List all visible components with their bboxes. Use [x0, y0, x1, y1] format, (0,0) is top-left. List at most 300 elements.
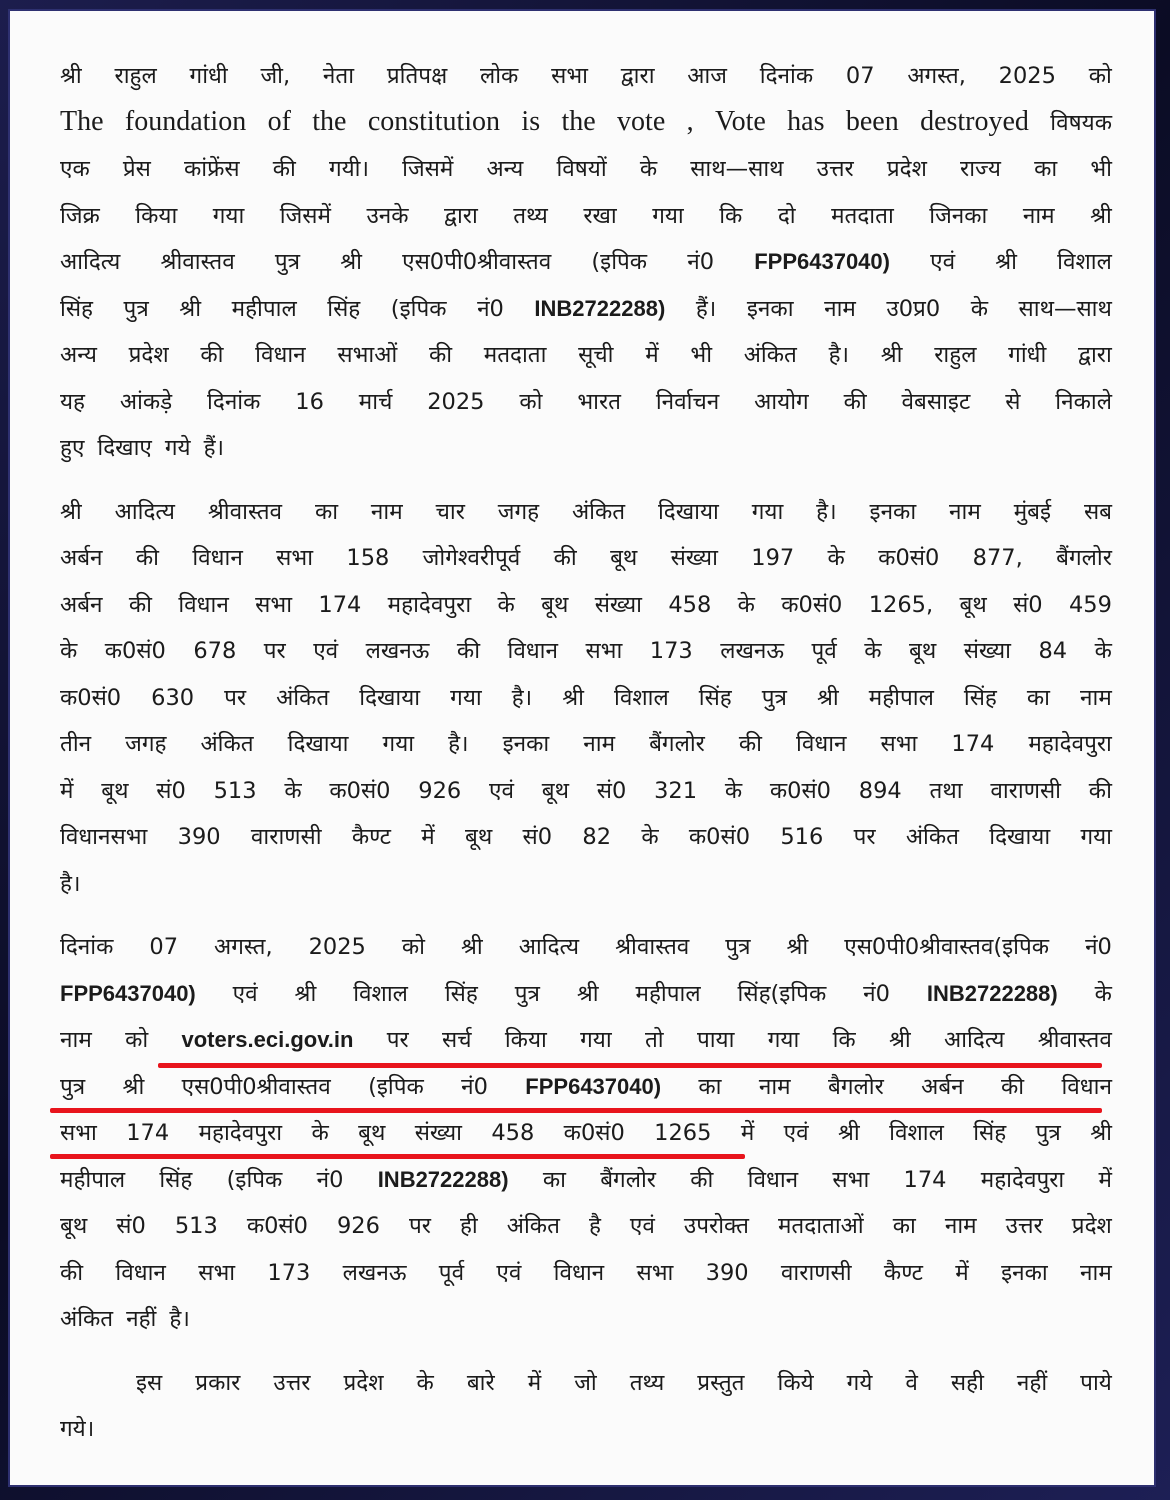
word: श्री [122, 1073, 145, 1100]
word: द्वारा [444, 202, 478, 229]
word: पाया [696, 1027, 735, 1053]
word: किया [135, 202, 178, 229]
word: सं0 [1013, 591, 1043, 618]
red-underline-2 [50, 1108, 1102, 1113]
word: एवं [313, 638, 339, 664]
word: सिंह [444, 980, 478, 1007]
word: एवं [930, 249, 956, 275]
word: का [698, 1073, 722, 1100]
word: तो [644, 1027, 664, 1053]
word: 158 [346, 545, 390, 571]
word: श्रीवास्तव [207, 498, 283, 525]
text-line [60, 385, 1112, 432]
word: में [1098, 1166, 1112, 1193]
word: पुत्र [514, 980, 540, 1007]
word: एस0पी0श्रीवास्तव(इपिक [844, 934, 1050, 960]
word: सर्च [442, 1027, 472, 1053]
word: के [639, 156, 658, 182]
word: साथ—साथ [690, 156, 784, 182]
word: 174 [126, 1120, 170, 1146]
text-line [60, 930, 1112, 977]
word: (इपिक [390, 295, 447, 322]
word: पूर्व [438, 1259, 465, 1286]
word: नहीं [1016, 1369, 1048, 1396]
word: क0सं0 [329, 777, 391, 804]
word: INB2722288) [534, 295, 666, 321]
word: महादेवपुरा [1028, 731, 1112, 757]
word: 07 [149, 934, 179, 960]
word: मतदाताओं [777, 1213, 864, 1239]
word: महादेवपुरा [387, 591, 472, 618]
word: विधान [192, 545, 243, 571]
word: सं0 [116, 1213, 146, 1239]
word: श्री [816, 684, 839, 711]
word: को [519, 388, 543, 415]
word: की [428, 342, 453, 368]
word: नं0 [477, 295, 504, 322]
word: विधान [178, 591, 229, 618]
word: बूथ [465, 824, 493, 850]
word: FPP6437040) [525, 1073, 662, 1099]
word: constitution [367, 105, 501, 137]
word: श्री [179, 295, 202, 322]
word: ही [459, 1213, 478, 1239]
word: इनका [869, 498, 917, 525]
word: प्रस्तुत [697, 1369, 745, 1396]
word: अंकित [905, 824, 959, 850]
word: 458 [491, 1120, 535, 1146]
word: बैंगलोर [649, 731, 705, 757]
word: पुत्र [761, 684, 787, 711]
word: सिंह [60, 295, 93, 322]
word: जिसमें [279, 202, 331, 229]
paragraph-4 [60, 1366, 1112, 1459]
word: तथ्य [629, 1369, 665, 1396]
text-line [60, 681, 1112, 728]
word: के [416, 1369, 434, 1396]
word: जी, [260, 63, 291, 89]
word: 630 [151, 684, 195, 711]
word: गया [767, 1027, 800, 1053]
word: 84 [1038, 638, 1068, 664]
word: कैण्ट [883, 1259, 923, 1286]
word: राहुल [114, 63, 157, 89]
word: संख्या [963, 638, 1011, 664]
word: 321 [654, 777, 698, 804]
word: वाराणसी [250, 824, 322, 850]
word: FPP6437040) [60, 980, 196, 1006]
word: सभा [198, 1259, 236, 1286]
word: श्रीवास्तव [160, 249, 235, 275]
word: नाम [1022, 202, 1055, 229]
word: 459 [1068, 591, 1112, 618]
word: नं0 [461, 1073, 488, 1100]
word: दो [777, 202, 796, 229]
word: श्रीवास्तव [1037, 1027, 1112, 1053]
word: की [200, 342, 224, 368]
word: महीपाल [635, 980, 701, 1007]
word: बूथ [909, 638, 937, 664]
word: सिंह(इपिक [737, 980, 827, 1007]
word: (इपिक [591, 249, 648, 275]
word: क0सं0 [60, 684, 122, 711]
word: सिंह [159, 1166, 193, 1193]
word: महीपाल [868, 684, 934, 711]
word: दिखाए [97, 435, 152, 461]
word: क0सं0 [769, 777, 831, 804]
word: लोक [479, 63, 519, 89]
word: पर [853, 824, 876, 850]
word: श्री [837, 1120, 860, 1146]
word: की [1001, 1073, 1025, 1100]
word: सूची [578, 342, 614, 368]
word: नं0 [316, 1166, 344, 1193]
word: के [60, 638, 78, 664]
word: प्रकार [195, 1369, 241, 1396]
word: अंकित [200, 731, 254, 757]
word: पुत्र [60, 1073, 86, 1100]
document-body [60, 59, 1112, 1459]
word: नं0 [1085, 934, 1112, 960]
word: लखनऊ [720, 638, 785, 664]
word: आंकड़े [119, 388, 173, 415]
word: एवं [489, 777, 514, 804]
word: 1265 [654, 1120, 712, 1146]
word: में [740, 1120, 755, 1146]
word: विशाल [1057, 249, 1112, 275]
word: है। [828, 342, 850, 368]
paragraph-1 [60, 59, 1112, 478]
word: नाम [824, 295, 856, 322]
word: की [553, 545, 577, 571]
word: नं0 [863, 980, 890, 1007]
word: श्री [1090, 1120, 1112, 1146]
word: प्रतिपक्ष [386, 63, 448, 89]
word: नाम [1080, 1259, 1112, 1286]
text-line [60, 152, 1112, 199]
word: प्रदेश [128, 342, 169, 368]
word: के [737, 591, 755, 618]
text-line [60, 106, 1112, 153]
word: विशाल [889, 1120, 944, 1146]
word: सभा [255, 591, 293, 618]
word: दिनांक [759, 63, 814, 89]
text-line [60, 1163, 1112, 1210]
word: 82 [582, 824, 612, 850]
word: का [892, 1213, 916, 1239]
word: के [724, 777, 743, 804]
word: का [1026, 684, 1050, 711]
word: श्री [60, 498, 82, 525]
word: एवं [783, 1120, 809, 1146]
word: जगह [125, 731, 167, 757]
word: गये [164, 435, 191, 461]
word: तथ्य [513, 202, 548, 229]
word: एवं [629, 1213, 655, 1239]
word: के [970, 295, 988, 322]
word: दिखाया [989, 824, 1051, 850]
text-line [60, 1209, 1112, 1256]
word: सब [1083, 498, 1112, 525]
word: है [588, 1213, 601, 1239]
word: बूथ [541, 777, 569, 804]
text-line [60, 199, 1112, 246]
word: is [521, 105, 541, 137]
word: अर्बन [60, 545, 103, 571]
word: से [1005, 388, 1021, 415]
text-line [60, 541, 1112, 588]
word: संख्या [670, 545, 718, 571]
word: के [1094, 980, 1112, 1007]
word: श्री [576, 980, 599, 1007]
word: सं0 [522, 824, 553, 850]
text-line [60, 634, 1112, 681]
word: एवं [496, 1259, 522, 1286]
word: वाराणसी [990, 777, 1062, 804]
word: एस0पी0श्रीवास्तव [402, 249, 552, 275]
word: को [125, 1027, 149, 1053]
word: गया [212, 202, 245, 229]
word: पर [386, 1027, 409, 1053]
word: में [60, 777, 74, 804]
text-line [60, 338, 1112, 385]
word: राहुल [934, 342, 977, 368]
word: के [497, 591, 515, 618]
word: श्री [340, 249, 362, 275]
word: को [1088, 63, 1112, 89]
word: का [542, 1166, 566, 1193]
text-line [60, 1256, 1112, 1303]
word: अर्बन [921, 1073, 964, 1100]
text-line [60, 727, 1112, 774]
text-line [60, 977, 1112, 1024]
word: Vote [714, 105, 766, 137]
word: है। [169, 1306, 190, 1332]
word: के [827, 545, 845, 571]
word: नाम [1080, 684, 1112, 711]
word: कैण्ट [351, 824, 391, 850]
word: के [641, 824, 659, 850]
word: में [645, 342, 659, 368]
word: का [314, 498, 339, 525]
word: बूथ [959, 591, 987, 618]
word: बूथ [101, 777, 129, 804]
word: उत्तर [1005, 1213, 1043, 1239]
word: has [787, 105, 825, 137]
word: गया [382, 731, 415, 757]
word: नं0 [687, 249, 715, 275]
word: the [561, 105, 596, 137]
word: 458 [668, 591, 712, 618]
word: प्रेस [122, 156, 151, 182]
word: हुए [60, 435, 85, 461]
word: विशाल [614, 684, 669, 711]
word: of [267, 105, 291, 137]
word: 516 [780, 824, 824, 850]
word: श्री [786, 934, 809, 960]
word: अंकित [506, 1213, 560, 1239]
word: निर्वाचन [655, 388, 720, 415]
word: विषयों [556, 156, 607, 182]
word: क0सं0 [878, 545, 940, 571]
word: श्री [1090, 202, 1112, 229]
word: सभा [60, 1120, 97, 1146]
word: महीपाल [231, 295, 297, 322]
word: 877, [972, 545, 1023, 571]
word: विधान [255, 342, 306, 368]
word: पर [408, 1213, 431, 1239]
word: मतदाता [831, 202, 894, 229]
word: विधान [1061, 1073, 1112, 1100]
word: आयोग [754, 388, 809, 415]
word: अंकित [276, 684, 330, 711]
word: का [1034, 156, 1058, 182]
word: क0सं0 [246, 1213, 308, 1239]
word: गांधी [1008, 342, 1047, 368]
word: प्रदेश [886, 156, 927, 182]
word: संख्या [594, 591, 642, 618]
document-page [10, 11, 1154, 1485]
text-line [60, 867, 1112, 914]
word: क0सं0 [563, 1120, 625, 1146]
word: बूथ [358, 1120, 386, 1146]
word: के [1094, 638, 1112, 664]
word: (इपिक [368, 1073, 424, 1100]
word: तथा [929, 777, 963, 804]
paragraph-gap [60, 478, 1112, 495]
word: पाये [1080, 1369, 1112, 1396]
word: की [128, 591, 152, 618]
word: में [955, 1259, 969, 1286]
word: की [60, 1259, 84, 1286]
word: सिंह [698, 684, 732, 711]
word: इनका [1001, 1259, 1048, 1286]
word: भी [690, 342, 713, 368]
word: नाम [949, 498, 981, 525]
word: निकाले [1055, 388, 1112, 415]
word: की [1088, 777, 1112, 804]
red-underline-1 [158, 1063, 1102, 1068]
word: 390 [705, 1259, 749, 1286]
word: नाम [370, 498, 403, 525]
word: महीपाल [60, 1166, 126, 1193]
word: उत्तर [273, 1369, 311, 1396]
word: गया [450, 684, 482, 711]
text-line [60, 774, 1112, 821]
word: आज [687, 63, 727, 89]
word: 16 [295, 388, 324, 415]
word: राज्य [960, 156, 1001, 182]
word: किये [777, 1369, 814, 1396]
text-line [60, 431, 1112, 478]
word: जिनका [929, 202, 988, 229]
word: प्रदेश [343, 1369, 384, 1396]
word: नाम [758, 1073, 791, 1100]
word: भारत [577, 388, 621, 415]
word: उनके [366, 202, 409, 229]
text-line [60, 1302, 1112, 1349]
word: श्री [562, 684, 584, 711]
word: आदित्य [944, 1027, 1005, 1053]
word: पुत्र [725, 934, 751, 960]
word: बैगलोर [827, 1073, 884, 1100]
word: है। [511, 684, 533, 711]
word: गया [1080, 824, 1112, 850]
word: के [284, 777, 302, 804]
word: विधान [796, 731, 847, 757]
word: गया [580, 1027, 612, 1053]
word: गये। [60, 1416, 95, 1442]
word: श्री [880, 342, 903, 368]
text-line [60, 245, 1112, 292]
word: बारे [466, 1369, 495, 1396]
text-line [60, 1412, 1112, 1459]
word: दिनांक [60, 934, 114, 960]
word: पुत्र [1035, 1120, 1061, 1146]
word: नाम [60, 1027, 92, 1053]
red-underline-3 [50, 1154, 745, 1159]
word: जोगेश्वरीपूर्व [422, 545, 521, 571]
word: सभा [585, 638, 623, 664]
word: की [272, 156, 296, 182]
word: क0सं0 [781, 591, 843, 618]
word: कि [832, 1027, 856, 1053]
word: तीन [60, 731, 92, 757]
word: अन्य [60, 342, 97, 368]
text-line [60, 1366, 1112, 1413]
text-line [60, 495, 1112, 542]
word: सभाओं [337, 342, 398, 368]
word: पर [263, 638, 286, 664]
word: विधान [507, 638, 558, 664]
word: को [401, 934, 425, 960]
word: जगह [497, 498, 540, 525]
word: 2025 [427, 388, 485, 415]
word: vote [617, 105, 666, 137]
word: सिंह [973, 1120, 1007, 1146]
word: The [60, 105, 104, 137]
word: सही [950, 1369, 984, 1396]
word: कि [719, 202, 743, 229]
word: 390 [177, 824, 221, 850]
word: destroyed [920, 105, 1029, 137]
word: है। [448, 731, 469, 757]
word: श्री [294, 980, 317, 1007]
word: आदित्य [518, 934, 580, 960]
word: अगस्त, [907, 63, 966, 89]
word: एस0पी0श्रीवास्तव [181, 1073, 331, 1100]
word: कांफ्रेंस [183, 156, 240, 182]
word: 926 [418, 777, 462, 804]
word: गांधी [189, 63, 228, 89]
word: विधानसभा [60, 824, 148, 850]
word: जो [574, 1369, 597, 1396]
word: श्री [60, 63, 82, 89]
word: 894 [858, 777, 902, 804]
word: द्वारा [620, 63, 655, 89]
word: बूथ [541, 591, 569, 618]
word: श्री [995, 249, 1018, 275]
word: सिंह [327, 295, 361, 322]
word: 174 [951, 731, 995, 757]
word: बूथ [60, 1213, 88, 1239]
word: सभा [880, 731, 918, 757]
word: रखा [583, 202, 617, 229]
word: महादेवपुरा [980, 1166, 1065, 1193]
word: वेबसाइट [901, 388, 971, 415]
word: हैं। [695, 295, 717, 322]
word: इनका [502, 731, 550, 757]
